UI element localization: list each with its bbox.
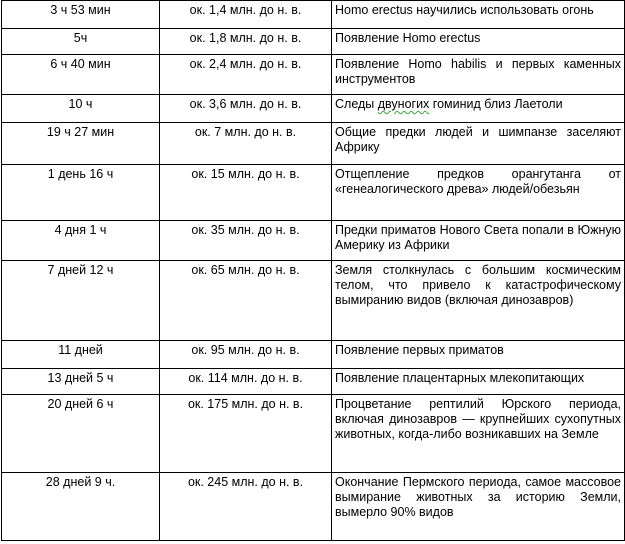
time-cell: 3 ч 53 мин bbox=[2, 1, 160, 29]
event-cell: Отщепление предков орангутанга от «генеалогического древа» людей/обезьян bbox=[332, 165, 625, 221]
time-cell: 1 день 16 ч bbox=[2, 165, 160, 221]
time-cell: 6 ч 40 мин bbox=[2, 55, 160, 95]
event-cell: Появление Homo habilis и первых каменных инструментов bbox=[332, 55, 625, 95]
event-cell: Появление Homo erectus bbox=[332, 29, 625, 55]
age-cell: ок. 2,4 млн. до н. в. bbox=[160, 55, 332, 95]
table-row bbox=[2, 395, 625, 473]
time-cell: 10 ч bbox=[2, 95, 160, 123]
spellcheck-marked-word: двуногих bbox=[377, 97, 430, 111]
age-cell: ок. 1,4 млн. до н. в. bbox=[160, 1, 332, 29]
time-cell: 4 дня 1 ч bbox=[2, 221, 160, 261]
age-cell: ок. 175 млн. до н. в. bbox=[160, 395, 332, 473]
timeline-table bbox=[1, 0, 625, 541]
table-row bbox=[2, 1, 625, 29]
time-cell: 7 дней 12 ч bbox=[2, 261, 160, 341]
time-cell: 28 дней 9 ч. bbox=[2, 473, 160, 541]
time-cell: 19 ч 27 мин bbox=[2, 123, 160, 165]
time-cell: 13 дней 5 ч bbox=[2, 369, 160, 395]
age-cell: ок. 245 млн. до н. в. bbox=[160, 473, 332, 541]
age-cell: ок. 1,8 млн. до н. в. bbox=[160, 29, 332, 55]
age-cell: ок. 95 млн. до н. в. bbox=[160, 341, 332, 369]
event-cell: Появление первых приматов bbox=[332, 341, 625, 369]
event-cell: Процветание рептилий Юрского периода, включая динозавров — крупнейших сухопутных животных, когда-либо возникавших на Земле bbox=[332, 395, 625, 473]
age-cell: ок. 35 млн. до н. в. bbox=[160, 221, 332, 261]
table-row bbox=[2, 165, 625, 221]
age-cell: ок. 15 млн. до н. в. bbox=[160, 165, 332, 221]
table-row bbox=[2, 95, 625, 123]
event-cell: Земля столкнулась с большим космическим телом, что привело к катастрофическому вымиранию видов (включая динозавров) bbox=[332, 261, 625, 341]
table-row bbox=[2, 261, 625, 341]
time-cell: 20 дней 6 ч bbox=[2, 395, 160, 473]
event-cell bbox=[332, 95, 625, 123]
event-cell: Предки приматов Нового Света попали в Южную Америку из Африки bbox=[332, 221, 625, 261]
event-text-post: гоминид близ Лаетоли bbox=[429, 97, 563, 111]
age-cell: ок. 114 млн. до н. в. bbox=[160, 369, 332, 395]
event-cell: Общие предки людей и шимпанзе заселяют Африку bbox=[332, 123, 625, 165]
table-row bbox=[2, 221, 625, 261]
age-cell: ок. 65 млн. до н. в. bbox=[160, 261, 332, 341]
table-row bbox=[2, 123, 625, 165]
time-cell: 11 дней bbox=[2, 341, 160, 369]
age-cell: ок. 3,6 млн. до н. в. bbox=[160, 95, 332, 123]
table-row bbox=[2, 55, 625, 95]
event-cell: Появление плацентарных млекопитающих bbox=[332, 369, 625, 395]
event-text-pre: Следы bbox=[335, 97, 378, 111]
table-row bbox=[2, 473, 625, 541]
table-row bbox=[2, 341, 625, 369]
event-cell: Homo erectus научились использовать огонь bbox=[332, 1, 625, 29]
event-cell: Окончание Пермского периода, самое массовое вымирание животных за историю Земли, вымерло 90% видов bbox=[332, 473, 625, 541]
table-row bbox=[2, 29, 625, 55]
time-cell: 5ч bbox=[2, 29, 160, 55]
table-row bbox=[2, 369, 625, 395]
age-cell: ок. 7 млн. до н. в. bbox=[160, 123, 332, 165]
